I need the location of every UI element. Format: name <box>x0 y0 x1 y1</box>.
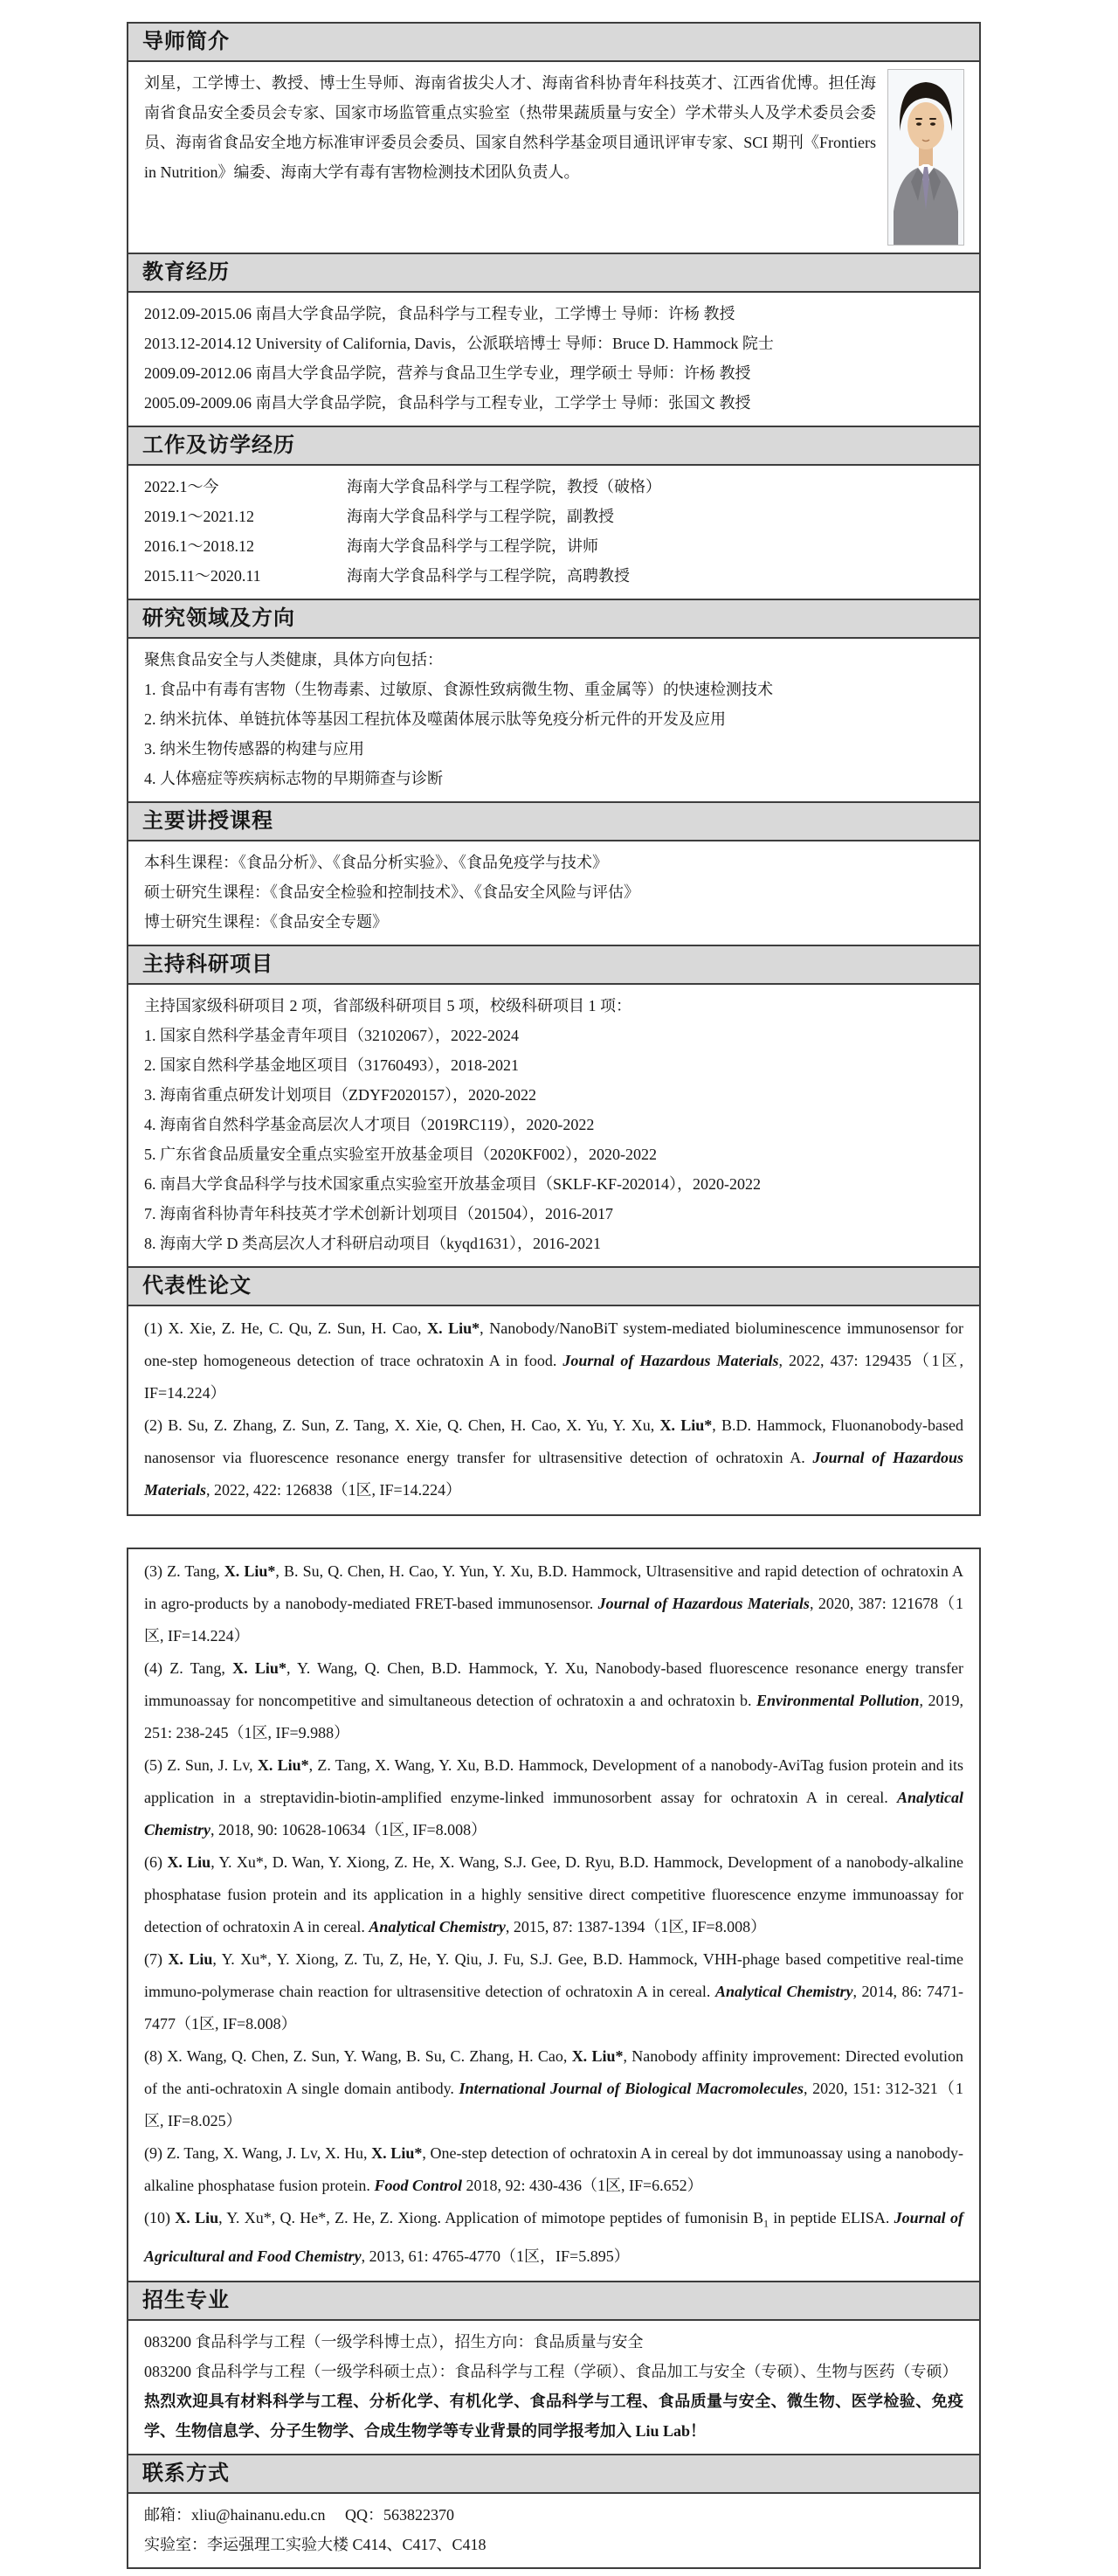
work-detail: 海南大学食品科学与工程学院，副教授 <box>347 508 614 525</box>
paper-item: (7) X. Liu, Y. Xu*, Y. Xiong, Z. Tu, Z, He, Y. Qiu, J. Fu, S.J. Gee, B.D. Hammock, VHH-phage based competitive real-time immuno-polymerase chain reaction for ultrasensitive detection of ochratoxin A in cereal. Analytical Chemistry, 2014, 86: 7471-7477（1区, IF=8.008） <box>144 1950 964 2032</box>
section-education-body <box>128 293 979 426</box>
portrait-illustration <box>888 70 963 245</box>
paper-item: (10) X. Liu, Y. Xu*, Q. He*, Z. He, Z. Xiong. Application of mimotope peptides of fumonisin $B_1$ in peptide ELISA. Journal of Agricultural and Food Chemistry, 2013, 61: 4765-4770（1区，IF=5.895） <box>144 2209 963 2265</box>
projects-intro: 主持国家级科研项目 2 项，省部级科研项目 5 项，校级科研项目 1 项： <box>144 997 631 1014</box>
section-header-papers: 代表性论文 <box>128 1266 979 1306</box>
paper-item: (8) X. Wang, Q. Chen, Z. Sun, Y. Wang, B. Su, C. Zhang, H. Cao, X. Liu*, Nanobody affinity improvement: Directed evolution of the anti-ochratoxin A single domain antibody. International Journal of Biological Macromolecules, 2020, 151: 312-321（1区, IF=8.025） <box>144 2047 963 2129</box>
research-item: 4. 人体癌症等疾病标志物的早期筛查与诊断 <box>144 770 443 787</box>
paper-item: (9) Z. Tang, X. Wang, J. Lv, X. Hu, X. Liu*, One-step detection of ochratoxin A in cereal by dot immunoassay using a nanobody-alkaline phosphatase fusion protein. Food Control 2018, 92: 430-436（1区, IF=6.652） <box>144 2144 963 2194</box>
education-line: 2009.09-2012.06 南昌大学食品学院，营养与食品卫生学专业，理学硕士 导师：许杨 教授 <box>144 364 751 382</box>
work-period: 2022.1～今 <box>144 478 219 495</box>
work-detail: 海南大学食品科学与工程学院，讲师 <box>347 537 598 555</box>
section-header-education: 教育经历 <box>128 253 979 293</box>
page-break-gap <box>127 1516 981 1548</box>
enrollment-line: 083200 食品科学与工程（一级学科博士点），招生方向：食品质量与安全 <box>144 2332 644 2351</box>
education-line: 2012.09-2015.06 南昌大学食品学院，食品科学与工程专业，工学博士 导师：许杨 教授 <box>144 305 735 322</box>
research-item: 3. 纳米生物传感器的构建与应用 <box>144 740 364 758</box>
enrollment-welcome-line: 热烈欢迎具有材料科学与工程、分析化学、有机化学、食品科学与工程、食品质量与安全、微生物、医学检验、免疫学、生物信息学、分子生物学、合成生物学等专业背景的同学报考加入 Liu Lab！ <box>144 2392 963 2440</box>
work-period: 2015.11～2020.11 <box>144 567 261 585</box>
section-contact-body <box>128 2494 979 2567</box>
intro-text: 刘星，工学博士、教授、博士生导师、海南省拔尖人才、海南省科协青年科技英才、江西省优博。担任海南省食品安全委员会专家、国家市场监管重点实验室（热带果蔬质量与安全）学术带头人及学术委员会委员、海南省食品安全地方标准审评委员会委员、国家自然科学基金项目通讯评审专家、SCI 期刊《Frontiers in Nutrition》编委、海南大学有毒有害物检测技术团队负责人。 <box>144 74 876 181</box>
contact-lab-line: 实验室：李运强理工实验大楼 C414、C417、C418 <box>144 2535 487 2553</box>
contact-email-line: 邮箱：xliu@hainanu.edu.cn QQ：563822370 <box>144 2505 455 2524</box>
education-line: 2013.12-2014.12 University of California, Davis，公派联培博士 导师：Bruce D. Hammock 院士 <box>144 335 774 352</box>
section-intro-body <box>128 62 979 253</box>
section-header-contact: 联系方式 <box>128 2454 979 2494</box>
project-item: 7. 海南省科协青年科技英才学术创新计划项目（201504），2016-2017 <box>144 1205 613 1222</box>
course-line: 本科生课程：《食品分析》、《食品分析实验》、《食品免疫学与技术》 <box>144 854 608 871</box>
paper-item: (4) Z. Tang, X. Liu*, Y. Wang, Q. Chen, B.D. Hammock, Y. Xu, Nanobody-based fluorescence resonance energy transfer immunoassay for noncompetitive and simultaneous detection of ochratoxin a and ochratoxin b. Environmental Pollution, 2019, 251: 238-245（1区, IF=9.988） <box>144 1659 964 1742</box>
paper-item: (6) X. Liu, Y. Xu*, D. Wan, Y. Xiong, Z. He, X. Wang, S.J. Gee, D. Ryu, B.D. Hammock, Development of a nanobody-alkaline phosphatase fusion protein and its application in a highly sensitive direct competitive fluorescence enzyme immunoassay for detection of ochratoxin A in cereal. Analytical Chemistry, 2015, 87: 1387-1394（1区, IF=8.008） <box>144 1853 963 1935</box>
project-item: 5. 广东省食品质量安全重点实验室开放基金项目（2020KF002），2020-2022 <box>144 1146 658 1163</box>
work-row <box>144 531 963 561</box>
section-header-projects: 主持科研项目 <box>128 945 979 985</box>
section-header-intro: 导师简介 <box>128 24 979 62</box>
page-block-1 <box>127 22 981 1516</box>
paper-item: (5) Z. Sun, J. Lv, X. Liu*, Z. Tang, X. Wang, Y. Xu, B.D. Hammock, Development of a nanobody-AviTag fusion protein and its application in a streptavidin-biotin-amplified enzyme-linked immunosorbent assay for ochratoxin A in cereal. Analytical Chemistry, 2018, 90: 10628-10634（1区, IF=8.008） <box>144 1756 963 1839</box>
project-item: 1. 国家自然科学基金青年项目（32102067），2022-2024 <box>144 1027 519 1044</box>
section-header-courses: 主要讲授课程 <box>128 801 979 841</box>
work-detail: 海南大学食品科学与工程学院，教授（破格） <box>347 478 661 495</box>
section-papers-body-1 <box>128 1306 979 1514</box>
project-item: 6. 南昌大学食品科学与技术国家重点实验室开放基金项目（SKLF-KF-202014），2020-2022 <box>144 1175 762 1193</box>
project-item: 4. 海南省自然科学基金高层次人才项目（2019RC119），2020-2022 <box>144 1116 595 1133</box>
section-enrollment-body <box>128 2321 979 2454</box>
section-projects-body <box>128 985 979 1266</box>
paper-item: (2) B. Su, Z. Zhang, Z. Sun, Z. Tang, X. Xie, Q. Chen, H. Cao, X. Yu, Y. Xu, X. Liu*, B.D. Hammock, Fluonanobody-based nanosensor via fluorescence resonance energy transfer for ultrasensitive detection of ochratoxin A. Journal of Hazardous Materials, 2022, 422: 126838（1区, IF=14.224） <box>144 1416 963 1499</box>
research-item: 1. 食品中有毒有害物（生物毒素、过敏原、食源性致病微生物、重金属等）的快速检测技术 <box>144 681 773 698</box>
section-research-body <box>128 639 979 801</box>
education-line: 2005.09-2009.06 南昌大学食品学院，食品科学与工程专业，工学学士 导师：张国文 教授 <box>144 394 751 412</box>
research-item: 2. 纳米抗体、单链抗体等基因工程抗体及噬菌体展示肽等免疫分析元件的开发及应用 <box>144 710 726 728</box>
paper-item: (3) Z. Tang, X. Liu*, B. Su, Q. Chen, H. Cao, Y. Yun, Y. Xu, B.D. Hammock, Ultrasensitive and rapid detection of ochratoxin A in agro-products by a nanobody-mediated FRET-based immunosensor. Journal of Hazardous Materials, 2020, 387: 121678（1区, IF=14.224） <box>144 1562 963 1645</box>
project-item: 8. 海南大学 D 类高层次人才科研启动项目（kyqd1631），2016-2021 <box>144 1235 601 1252</box>
course-line: 硕士研究生课程：《食品安全检验和控制技术》、《食品安全风险与评估》 <box>144 883 639 901</box>
work-row <box>144 561 963 591</box>
work-period: 2019.1～2021.12 <box>144 508 254 525</box>
section-header-work: 工作及访学经历 <box>128 426 979 466</box>
section-courses-body <box>128 841 979 945</box>
course-line: 博士研究生课程：《食品安全专题》 <box>144 913 388 931</box>
work-period: 2016.1～2018.12 <box>144 537 254 555</box>
work-row <box>144 502 963 531</box>
project-item: 2. 国家自然科学基金地区项目（31760493），2018-2021 <box>144 1056 519 1074</box>
section-papers-body-2 <box>128 1549 979 2281</box>
work-row <box>144 472 963 502</box>
project-item: 3. 海南省重点研发计划项目（ZDYF2020157），2020-2022 <box>144 1086 536 1104</box>
work-detail: 海南大学食品科学与工程学院，高聘教授 <box>347 567 630 585</box>
research-intro: 聚焦食品安全与人类健康，具体方向包括： <box>144 651 443 668</box>
section-header-enrollment: 招生专业 <box>128 2281 979 2321</box>
profile-photo <box>888 70 963 245</box>
section-header-research: 研究领域及方向 <box>128 599 979 639</box>
section-work-body <box>128 466 979 599</box>
cv-document <box>127 0 981 2576</box>
page-block-2 <box>127 1548 981 2569</box>
enrollment-line: 083200 食品科学与工程（一级学科硕士点）：食品科学与工程（学硕）、食品加工与安全（专硕）、生物与医药（专硕） <box>144 2362 958 2380</box>
paper-item: (1) X. Xie, Z. He, C. Qu, Z. Sun, H. Cao, X. Liu*, Nanobody/NanoBiT system-mediated bioluminescence immunosensor for one-step homogeneous detection of trace ochratoxin A in food. Journal of Hazardous Materials, 2022, 437: 129435（1区, IF=14.224） <box>144 1319 963 1402</box>
